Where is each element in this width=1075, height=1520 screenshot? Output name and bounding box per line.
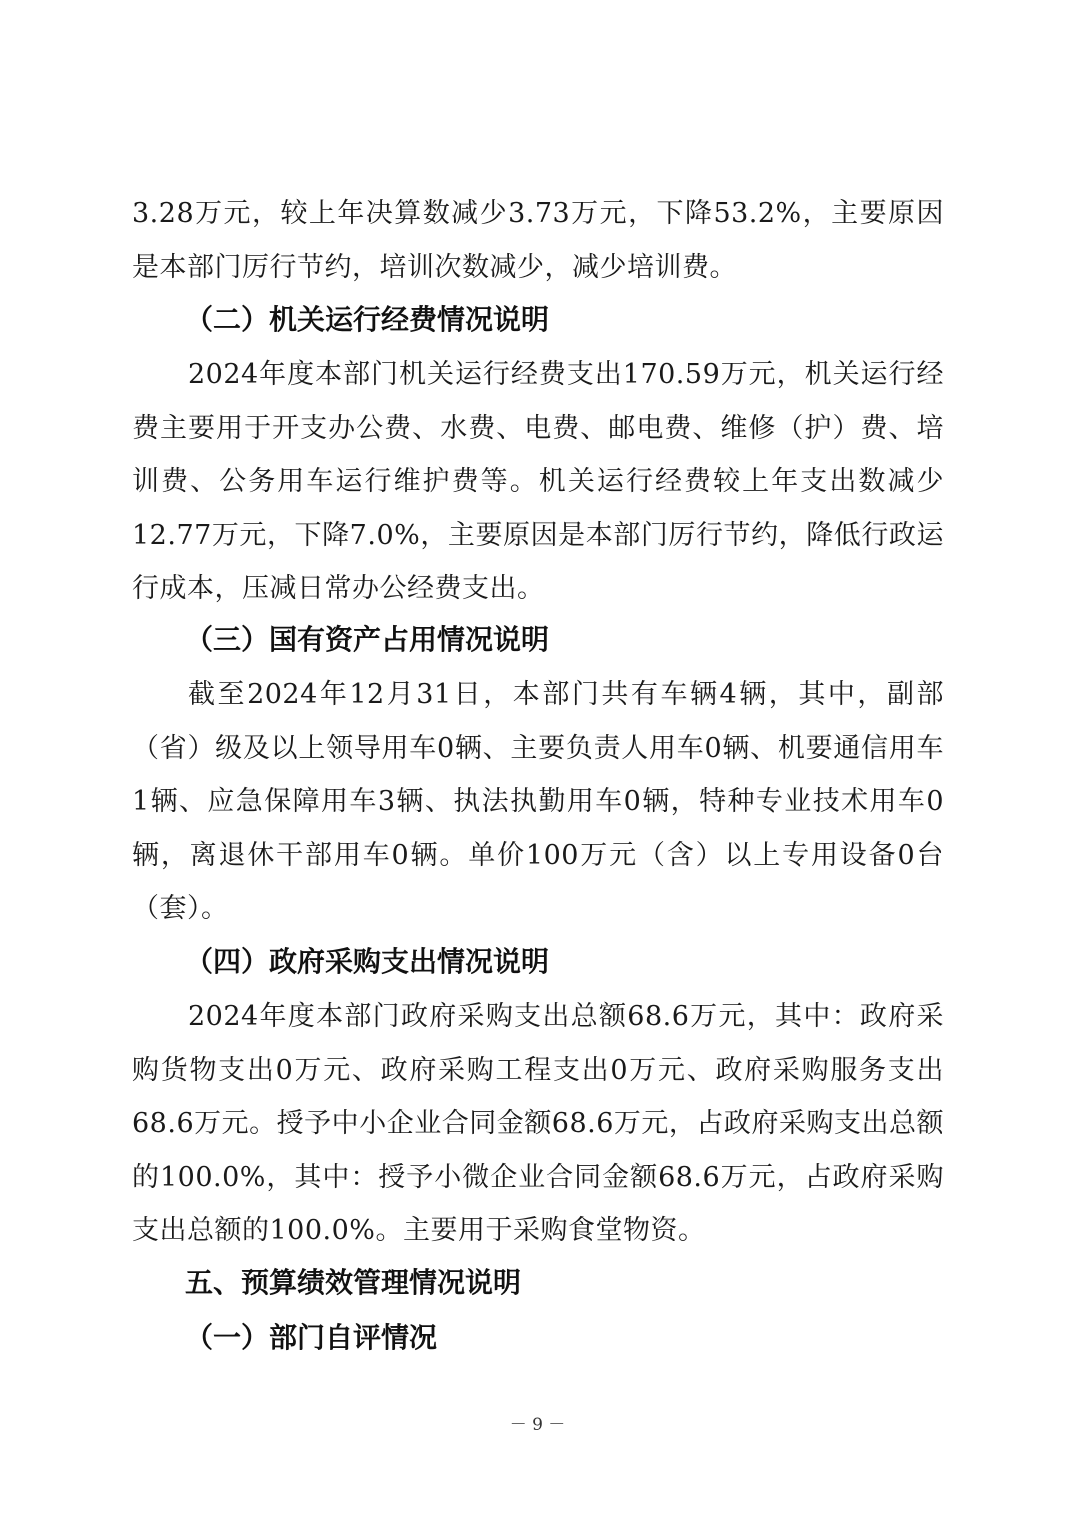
page-number: － 9 － bbox=[509, 1415, 566, 1435]
operating-expense-heading: （二）机关运行经费情况说明 bbox=[185, 303, 550, 336]
government-procurement-paragraph: 2024年度本部门政府采购支出总额68.6万元，其中：政府采购货物支出0万元、政府采购工程支出0万元、政府采购服务支出68.6万元。授予中小企业合同金额68.6万元，占政府采购支出总额的100.0%，其中：授予小微企业合同金额68.6万元，占政府采购支出总额的100.0%。主要用于采购食堂物资。 bbox=[132, 1001, 944, 1246]
operating-expense-paragraph: 2024年度本部门机关运行经费支出170.59万元，机关运行经费主要用于开支办公费、水费、电费、邮电费、维修（护）费、培训费、公务用车运行维护费等。机关运行经费较上年支出数减少12.77万元，下降7.0%，主要原因是本部门厉行节约，降低行政运行成本，压减日常办公经费支出。 bbox=[132, 359, 944, 604]
budget-performance-section-heading: 五、预算绩效管理情况说明 bbox=[185, 1266, 522, 1299]
state-assets-paragraph: 截至2024年12月31日，本部门共有车辆4辆，其中，副部（省）级及以上领导用车0辆、主要负责人用车0辆、机要通信用车1辆、应急保障用车3辆、执法执勤用车0辆，特种专业技术用车0辆，离退休干部用车0辆。单价100万元（含）以上专用设备0台（套）。 bbox=[132, 679, 944, 924]
government-procurement-heading: （四）政府采购支出情况说明 bbox=[185, 945, 550, 978]
department-self-evaluation-heading: （一）部门自评情况 bbox=[185, 1321, 438, 1354]
training-expense-paragraph-tail: 3.28万元，较上年决算数减少3.73万元，下降53.2%，主要原因是本部门厉行节约，培训次数减少，减少培训费。 bbox=[132, 198, 944, 283]
state-assets-heading: （三）国有资产占用情况说明 bbox=[185, 623, 550, 656]
